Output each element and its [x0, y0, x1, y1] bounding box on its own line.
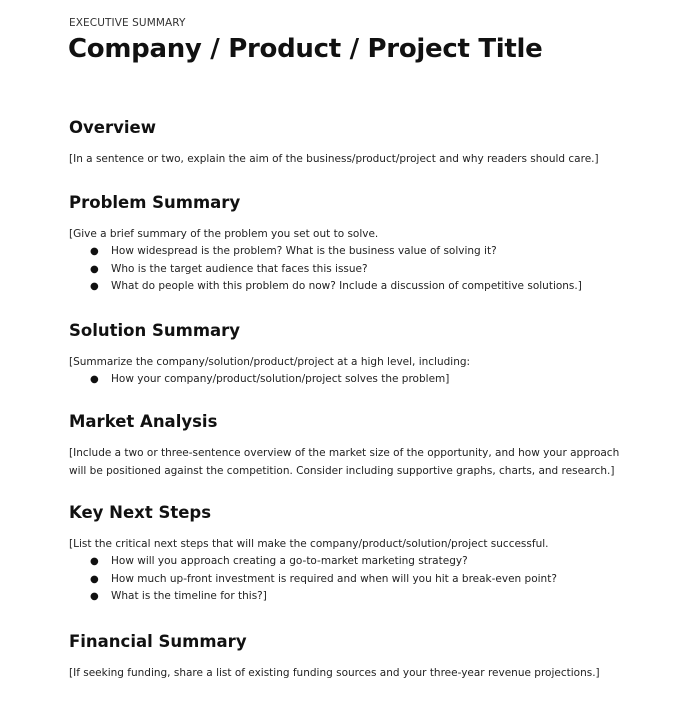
section-heading: Problem Summary	[69, 193, 241, 212]
section-heading: Key Next Steps	[69, 503, 212, 522]
section-key-next-steps	[69, 503, 662, 606]
bullet-list	[69, 553, 662, 606]
bullet-icon: ●	[90, 263, 99, 275]
section-solution-summary	[69, 321, 662, 389]
section-heading: Financial Summary	[69, 632, 247, 651]
section-intro: [List the critical next steps that will make the company/product/solution/project successful.	[69, 538, 549, 550]
section-overview	[69, 118, 662, 168]
bullet-icon: ●	[90, 281, 99, 292]
list-item	[69, 571, 662, 589]
section-intro: [In a sentence or two, explain the aim of the business/product/project and why readers should care.]	[69, 153, 599, 165]
section-heading: Overview	[69, 118, 156, 137]
section-intro: [If seeking funding, share a list of existing funding sources and your three-year revenue projections.]	[69, 667, 600, 679]
section-intro-line: will be positioned against the competition. Consider including supportive graphs, charts, and research.]	[69, 465, 615, 477]
list-item-text: How much up-front investment is required and when will you hit a break-even point?	[111, 572, 557, 585]
bullet-icon: ●	[90, 246, 99, 257]
section-body	[69, 444, 662, 480]
bullet-icon: ●	[90, 573, 99, 585]
document-type-label: EXECUTIVE SUMMARY	[69, 17, 186, 29]
list-item-text: How widespread is the problem? What is the business value of solving it?	[111, 245, 497, 257]
bullet-icon: ●	[90, 556, 99, 567]
document-title: Company / Product / Project Title	[68, 34, 543, 64]
list-item-text: What is the timeline for this?]	[111, 590, 267, 602]
list-item	[69, 553, 662, 571]
bullet-list	[69, 371, 662, 389]
section-financial-summary	[69, 632, 662, 682]
section-body	[69, 353, 662, 389]
bullet-icon: ●	[90, 374, 99, 385]
list-item	[69, 243, 662, 261]
section-problem-summary	[69, 193, 662, 296]
section-heading: Solution Summary	[69, 321, 241, 340]
section-market-analysis	[69, 412, 662, 480]
section-body	[69, 535, 662, 606]
section-intro: [Summarize the company/solution/product/project at a high level, including:	[69, 356, 471, 368]
section-body	[69, 225, 662, 296]
list-item-text: What do people with this problem do now? Include a discussion of competitive solutions.]	[111, 280, 582, 292]
section-heading: Market Analysis	[69, 412, 218, 431]
section-intro-line: [Include a two or three-sentence overview of the market size of the opportunity, and how your approach	[69, 447, 620, 459]
list-item-text: How your company/product/solution/project solves the problem]	[111, 373, 450, 385]
bullet-icon: ●	[90, 591, 99, 602]
list-item	[69, 278, 662, 296]
list-item	[69, 371, 662, 389]
list-item-text: How will you approach creating a go-to-market marketing strategy?	[111, 555, 468, 567]
list-item	[69, 588, 662, 606]
section-intro: [Give a brief summary of the problem you set out to solve.	[69, 228, 379, 240]
list-item-text: Who is the target audience that faces this issue?	[111, 262, 368, 275]
list-item	[69, 261, 662, 279]
bullet-list	[69, 243, 662, 296]
